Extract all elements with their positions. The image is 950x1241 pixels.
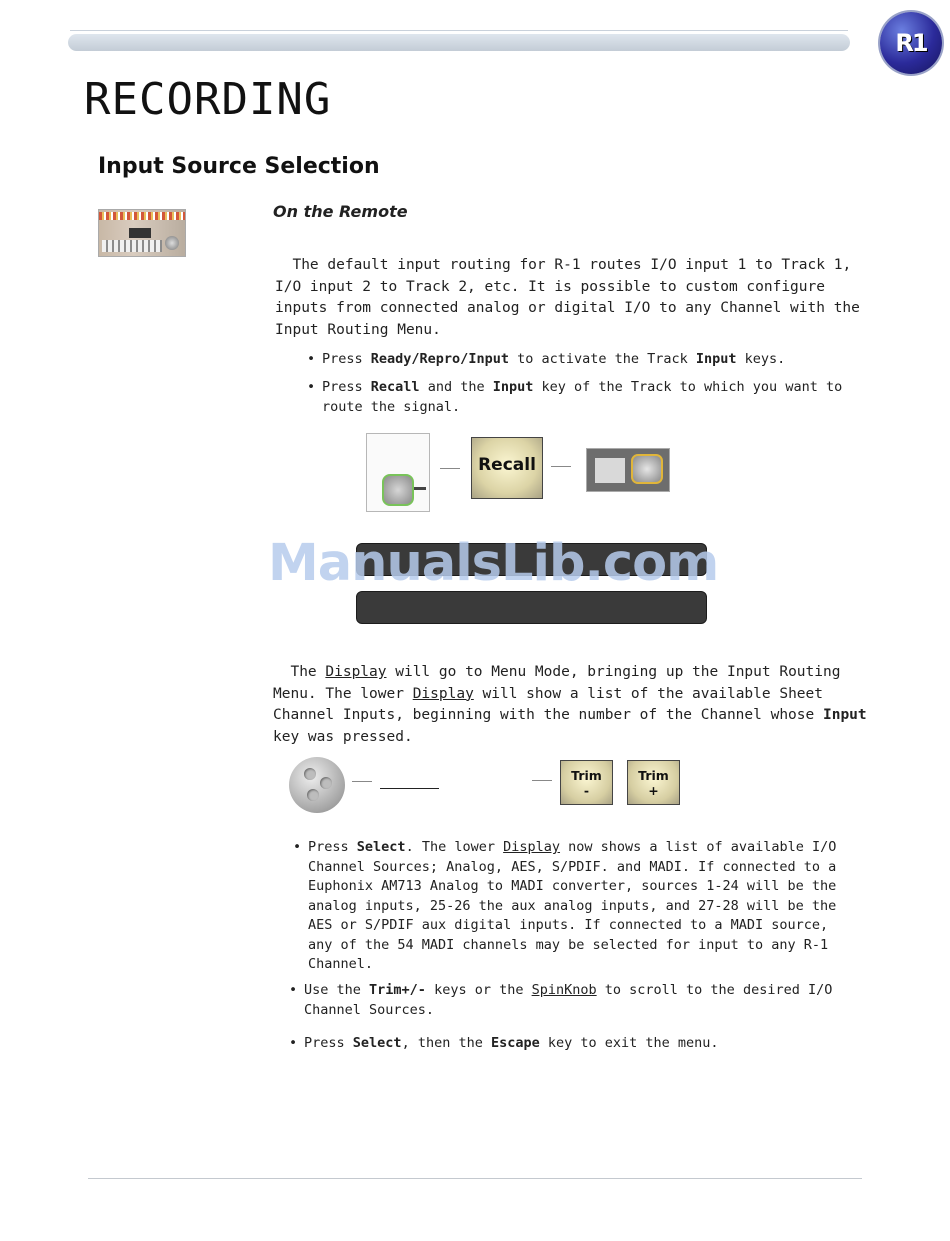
watermark: ManualsLib.com [268,534,719,593]
logo-text: R1 [895,29,927,57]
spin-knob-image [289,757,345,813]
bullet-escape [289,1033,864,1053]
bullet-ready-repro [307,349,862,369]
trim-minus-button [560,760,613,805]
text: now shows a list of available I/O Channel Sources; Analog, AES, S/PDIF. and MADI. If connected to a Euphonix AM713 Analog to MADI converter, sources 1-24 will be the analog inputs, 25-26 the aux analog inputs, and 27-28 will be the AES or S/PDIF aux digital inputs. If connected to a MADI source, any of the 54 MADI channels may be selected for input to any R-1 Channel. [308,839,837,972]
term-display: Display [412,685,474,702]
key-recall: Recall [370,379,420,395]
connector-line [532,780,552,781]
text: Use the [304,982,370,998]
text: keys or the [425,982,532,998]
label-underline [380,788,439,789]
knob-dimple [307,789,319,801]
track-key-icon [595,458,625,483]
ready-repro-panel-image [366,433,430,512]
bullet-glyph: • [293,839,302,855]
key-ready-repro-input: Ready/Repro/Input [370,351,509,367]
header-rule [70,30,848,31]
r1-logo [880,12,942,74]
input-button-icon [382,474,414,506]
subsection-title: On the Remote [273,202,408,221]
thumbnail-screen [129,228,151,238]
bullet-glyph: • [289,982,298,998]
bullet-recall [307,377,862,417]
trim-label: Trim [638,768,669,783]
key-trim: Trim+/- [369,982,426,998]
text: , then the [401,1035,491,1051]
text: and the [419,379,493,395]
bullet-trim [289,980,864,1020]
text: to scroll to the desired I/O Channel Sources. [304,982,833,1018]
key-escape: Escape [490,1035,540,1051]
term-display: Display [503,839,561,855]
text: Press [304,1035,353,1051]
lower-display-bar [356,591,707,624]
text: key to exit the menu. [539,1035,719,1051]
panel-tab [414,487,426,490]
page-title: RECORDING [84,74,332,125]
bullet-glyph: • [307,351,316,367]
display-paragraph [273,662,873,748]
footer-rule [88,1178,862,1179]
bullet-select [293,838,858,975]
key-select: Select [352,1035,402,1051]
connector-line [440,468,460,469]
text: . The lower [405,839,504,855]
intro-text: The default input routing for R-1 routes I/O input 1 to Track 1, I/O input 2 to Track 2, etc. It is possible to custom configure inputs from connected analog or digital I/O to any Channel with the Input Routing Menu. [275,257,860,338]
term-spinknob: SpinKnob [531,982,597,998]
bullet-glyph: • [289,1035,298,1051]
recall-button: Recall [471,437,543,499]
intro-paragraph [275,255,875,341]
trim-plus-button [627,760,680,805]
text: will go to Menu Mode, bringing up the Input Routing Menu. The lower [273,664,841,702]
key-input: Input [822,707,867,723]
knob-dimple [320,777,332,789]
connector-line [551,466,571,467]
text: will show a list of the available Sheet Channel Inputs, beginning with the number of the Channel whose [273,685,823,723]
key-select: Select [356,839,406,855]
key-input: Input [695,351,737,367]
key-input: Input [492,379,534,395]
text: keys. [736,351,786,367]
input-key-icon [631,454,663,484]
header-bar [68,34,850,51]
bullet-glyph: • [307,379,316,395]
term-display: Display [325,664,387,680]
thumbnail-keys [102,240,162,252]
text: key of the Track to which you want to route the signal. [322,379,843,415]
track-input-keys-image [586,448,670,492]
remote-thumbnail-image [98,209,186,257]
section-title: Input Source Selection [98,154,380,179]
thumbnail-fader-strip [99,212,185,220]
connector-line [352,781,372,782]
text: The [290,664,326,680]
trim-sign: - [583,783,590,798]
trim-label: Trim [571,768,602,783]
text: Press [322,351,371,367]
thumbnail-knob [165,236,179,250]
trim-sign: + [648,783,659,798]
text: Press [308,839,357,855]
text: Press [322,379,371,395]
text: to activate the Track [508,351,696,367]
text: key was pressed. [273,728,413,745]
knob-dimple [304,768,316,780]
